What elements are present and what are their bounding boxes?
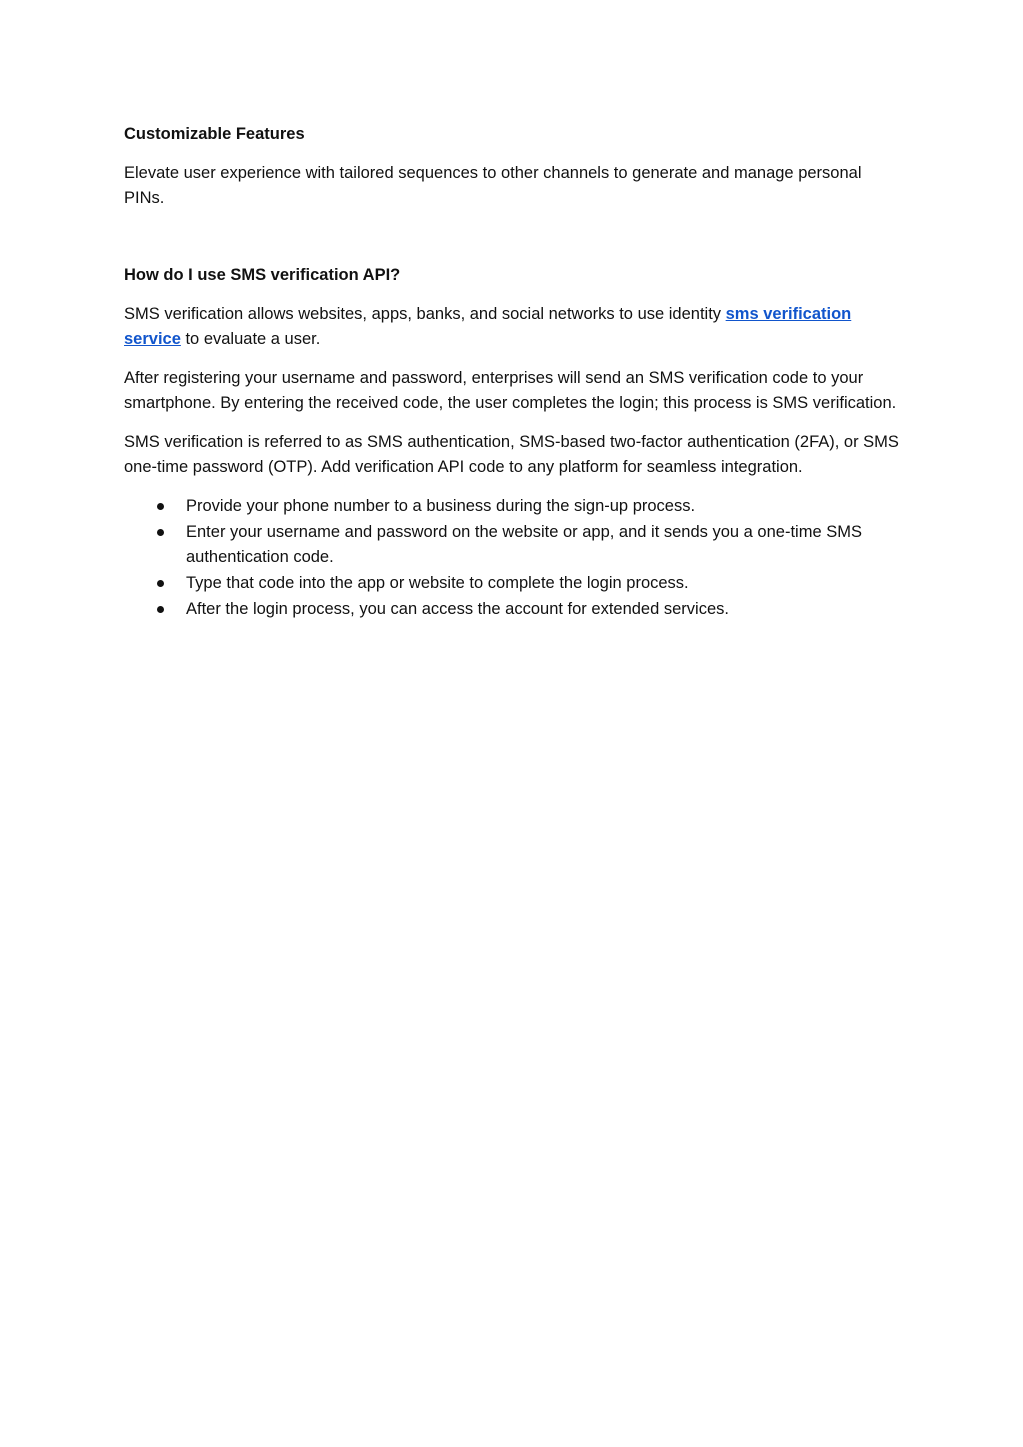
- bullet-icon: [157, 503, 164, 510]
- steps-bullet-list: [124, 494, 904, 622]
- list-item-text: After the login process, you can access the account for extended services.: [186, 600, 729, 618]
- paragraph-registration: After registering your username and password, enterprises will send an SMS verification code to your smartphone. By entering the received code, the user completes the login; this process is SMS verification.: [124, 369, 897, 412]
- bullet-icon: [157, 580, 164, 587]
- list-item: [124, 597, 904, 622]
- document-page: [124, 122, 904, 623]
- section-spacer: [124, 225, 904, 263]
- paragraph-intro-text: SMS verification allows websites, apps, banks, and social networks to use identity: [124, 305, 726, 323]
- list-item-text: Provide your phone number to a business during the sign-up process.: [186, 497, 696, 515]
- section-body-customizable-features: Elevate user experience with tailored sequences to other channels to generate and manage personal PINs.: [124, 164, 862, 207]
- section-heading-how-to-use: How do I use SMS verification API?: [124, 266, 401, 284]
- list-item: [124, 571, 904, 596]
- paragraph-intro-tail: to evaluate a user.: [180, 330, 321, 348]
- list-item: [124, 520, 904, 570]
- section-heading-customizable-features: Customizable Features: [124, 125, 305, 143]
- list-item-text: Enter your username and password on the website or app, and it sends you a one-time SMS authentication code.: [186, 523, 862, 566]
- paragraph-definition: SMS verification is referred to as SMS authentication, SMS-based two-factor authentication (2FA), or SMS one-time password (OTP). Add verification API code to any platform for seamless integration.: [124, 433, 899, 476]
- list-item: [124, 494, 904, 519]
- bullet-icon: [157, 606, 164, 613]
- list-item-text: Type that code into the app or website to complete the login process.: [186, 574, 689, 592]
- sms-verification-service-link[interactable]: sms verification service: [124, 305, 852, 348]
- paragraph-intro: [124, 302, 904, 352]
- bullet-icon: [157, 529, 164, 536]
